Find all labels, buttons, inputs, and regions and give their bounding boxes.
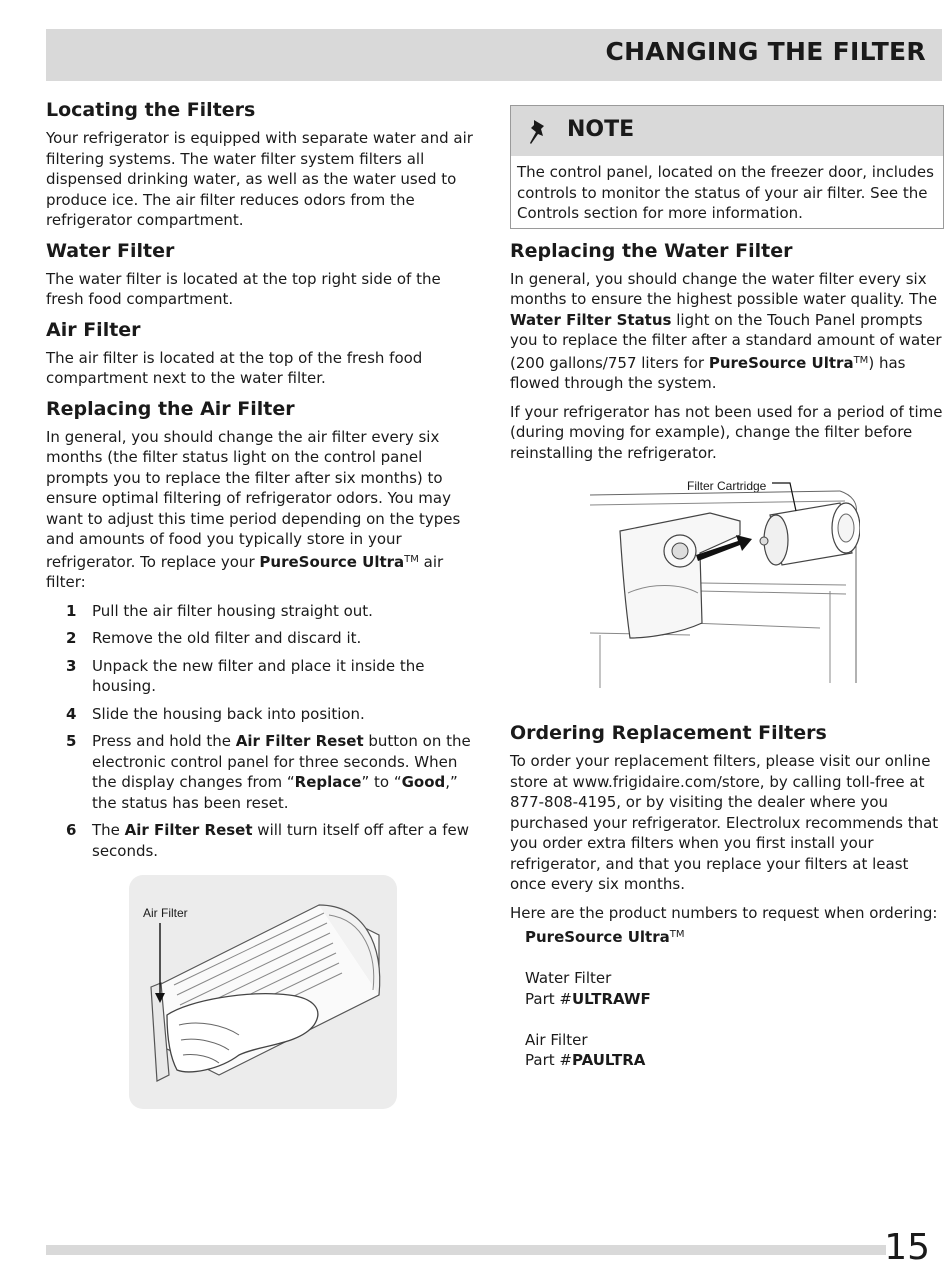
air-part-number <box>525 1050 944 1071</box>
step-number: 6 <box>66 821 77 839</box>
pushpin-icon <box>525 118 551 146</box>
intro-text: In general, you should change the air filter every six months (the filter status light on the control panel prompts you to replace the filter after six months) to ensure optimal filtering of refrigerator odors. You may want to adjust this time period depending on the types and amounts of food you typically store in your refrigerator. To replace your <box>46 427 461 571</box>
note-box <box>510 105 944 229</box>
ordering-text-2: Here are the product numbers to request when ordering: <box>510 903 938 922</box>
step-text: Pull the air filter housing straight out. <box>92 601 373 620</box>
body-text: ) has flowed through the system. <box>510 353 906 392</box>
step-text: ” to “ <box>361 773 402 791</box>
step-bold: Air Filter Reset <box>124 821 253 839</box>
header-bar <box>46 29 942 81</box>
replacing-air-intro <box>46 427 476 593</box>
step-bold: Good <box>401 773 446 791</box>
trademark: TM <box>669 929 685 940</box>
air-filter-heading: Air Filter <box>46 318 141 341</box>
step-text: button on the electronic control panel for three seconds. When the display changes from “ <box>92 732 471 791</box>
intro-text-end: air filter: <box>46 552 444 591</box>
replacing-water-text-2: If your refrigerator has not been used for a period of time (during moving for example), change the filter before reinstalling the refrigerator. <box>510 402 943 462</box>
step-number: 5 <box>66 732 77 750</box>
step-text: Remove the old filter and discard it. <box>92 629 362 647</box>
air-filter-drawing-icon <box>129 875 397 1109</box>
part-prefix: Part # <box>525 1051 572 1069</box>
water-part-number <box>525 989 944 1010</box>
footer-bar <box>46 1245 886 1255</box>
step-number: 1 <box>66 601 77 620</box>
step-text: Slide the housing back into position. <box>92 704 365 723</box>
steps-list <box>46 601 476 862</box>
water-filter-heading: Water Filter <box>46 239 175 262</box>
body-bold: Water Filter Status <box>510 310 672 329</box>
air-part-label: Air Filter <box>525 1030 588 1049</box>
water-filter-illustration <box>590 473 860 693</box>
step-text: Unpack the new filter and place it inside the housing. <box>92 656 425 695</box>
locating-section <box>46 98 476 231</box>
body-text: In general, you should change the water filter every six months to ensure the highest possible water quality. The <box>510 269 938 308</box>
step-text: Press and hold the <box>92 732 236 750</box>
step-bold: Replace <box>294 773 362 791</box>
air-filter-figure-label: Air Filter <box>143 906 188 920</box>
right-column <box>510 105 944 1077</box>
water-filter-text: The water filter is located at the top right side of the fresh food compartment. <box>46 269 441 308</box>
step-item <box>46 628 476 649</box>
page-title: CHANGING THE FILTER <box>605 37 926 66</box>
step-number: 4 <box>66 704 77 723</box>
note-body <box>511 156 943 228</box>
note-title: NOTE <box>567 117 635 142</box>
brand-name: PureSource Ultra <box>708 353 854 372</box>
page-number: 15 <box>884 1227 930 1268</box>
filter-cartridge-label: Filter Cartridge <box>687 479 767 493</box>
water-filter-section <box>46 239 476 310</box>
step-item <box>46 601 476 622</box>
body-text: light on the Touch Panel prompts you to replace the filter after a standard amount of water (200 gallons/757 liters for <box>510 310 942 372</box>
part-code: ULTRAWF <box>571 989 651 1008</box>
step-item <box>46 704 476 725</box>
replacing-water-text <box>510 269 944 394</box>
step-number: 3 <box>66 656 77 675</box>
parts-brand <box>525 925 944 948</box>
replacing-air-heading: Replacing the Air Filter <box>46 397 295 420</box>
replacing-water-section <box>510 239 944 694</box>
step-text: The <box>92 821 125 839</box>
ordering-heading: Ordering Replacement Filters <box>510 722 827 744</box>
brand-name: PureSource Ultra <box>525 928 670 946</box>
part-code: PAULTRA <box>571 1051 646 1069</box>
water-part-label: Water Filter <box>525 969 612 987</box>
water-filter-drawing-icon <box>590 473 860 693</box>
note-text: The control panel, located on the freezer door, includes controls to monitor the status of your air filter. See the Controls section for more information. <box>517 163 934 222</box>
left-column <box>46 98 476 1115</box>
parts-list <box>510 925 944 1071</box>
air-filter-section <box>46 318 476 389</box>
ordering-text: To order your replacement filters, please visit our online store at www.frigidaire.com/store, by calling toll-free at 877-808-4195, or by visiting the dealer where you purchased your refrigerator. Electrolux recommends that you order extra filters when you first install your refrigerator, and that you replace your filters at least once every six months. <box>510 752 939 893</box>
step-text: will turn itself off after a few seconds. <box>92 821 469 860</box>
note-header <box>511 106 943 156</box>
replacing-water-heading: Replacing the Water Filter <box>510 239 793 262</box>
spacer <box>525 1009 944 1030</box>
step-item <box>46 820 476 861</box>
step-number: 2 <box>66 629 77 647</box>
air-filter-text: The air filter is located at the top of the fresh food compartment next to the water filter. <box>46 348 423 387</box>
trademark: TM <box>853 354 869 366</box>
locating-heading: Locating the Filters <box>46 99 256 121</box>
step-text: ,” the status has been reset. <box>92 773 458 812</box>
step-item <box>46 656 476 697</box>
locating-text: Your refrigerator is equipped with separate water and air filtering systems. The water filter system filters all dispensed drinking water, as well as the water used to produce ice. The air filter reduces odors from the refrigerator compartment. <box>46 129 473 229</box>
trademark: TM <box>404 553 419 565</box>
part-prefix: Part # <box>525 989 572 1008</box>
spacer <box>525 948 944 969</box>
air-filter-illustration <box>129 875 397 1109</box>
step-item <box>46 731 476 813</box>
replacing-air-section <box>46 397 476 1110</box>
step-bold: Air Filter Reset <box>235 732 364 750</box>
brand-name: PureSource Ultra <box>259 552 405 571</box>
ordering-section <box>510 721 944 1071</box>
